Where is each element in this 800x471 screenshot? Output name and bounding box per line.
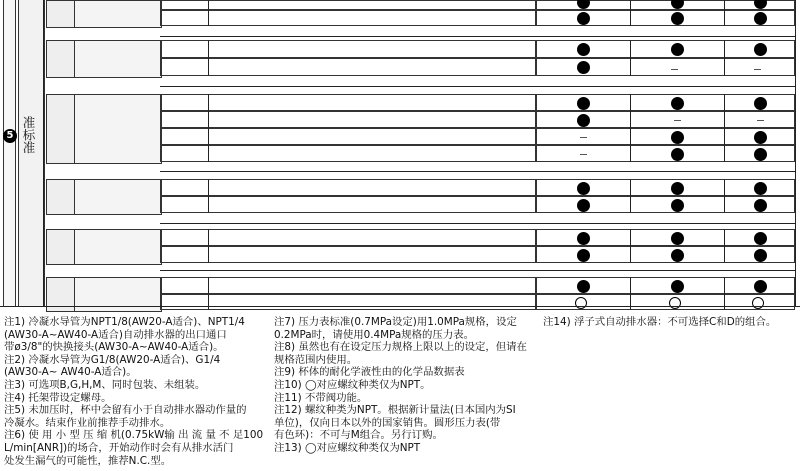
row-letter-cell (46, 179, 76, 215)
rule (630, 277, 631, 294)
rule (630, 196, 631, 213)
option-row (160, 0, 536, 10)
not-available-dash (671, 69, 678, 70)
rule (724, 40, 725, 58)
availability-dot (671, 199, 684, 212)
row-letter-cell (46, 229, 76, 265)
option-row (160, 277, 536, 294)
rule (724, 277, 725, 294)
row-name-cell (74, 179, 162, 215)
option-row (160, 58, 536, 76)
rule (630, 111, 631, 128)
availability-dot (671, 12, 684, 25)
rule (208, 179, 209, 196)
separator-rule (160, 171, 795, 172)
not-available-dash (674, 120, 681, 121)
rule (208, 58, 209, 76)
rule (208, 196, 209, 213)
availability-dot (671, 182, 684, 195)
not-available-dash (580, 154, 587, 155)
row-letter-cell (46, 40, 76, 78)
rule (724, 111, 725, 128)
note-line: 带ø3/8"的快换接头(AW30-A~AW40-A适合)。 (4, 341, 224, 354)
rule (724, 10, 725, 26)
option-row (160, 246, 536, 263)
note-line: 注5) 未加压时，杯中会留有小于自动排水器动作量的 (4, 404, 247, 417)
availability-dot (577, 199, 590, 212)
row-name-cell (74, 229, 162, 265)
rule (208, 111, 209, 128)
rule (208, 10, 209, 26)
note-line: 注4) 托架带设定螺母。 (4, 391, 112, 404)
availability-dot (577, 232, 590, 245)
note-line: 注11) 不带阀功能。 (274, 391, 368, 404)
note-line: (AW30-A~ AW40-A适合)。 (4, 366, 137, 379)
option-row (160, 128, 536, 145)
availability-dot (577, 97, 590, 110)
availability-dot (671, 249, 684, 262)
availability-dot (754, 199, 767, 212)
rule (724, 58, 725, 76)
option-row (160, 145, 536, 162)
option-row (160, 94, 536, 111)
note-line: 注7) 压力表标准(0.7MPa设定)用1.0MPa规格，设定 (274, 316, 517, 328)
availability-dot (754, 12, 767, 25)
rule (630, 94, 631, 111)
not-available-dash (757, 120, 764, 121)
note-line: 0.2MPa时，请使用0.4MPa规格的压力表。 (274, 328, 474, 341)
option-row (160, 10, 536, 26)
rule (630, 246, 631, 263)
option-row (160, 40, 536, 58)
availability-dot (671, 97, 684, 110)
note-line: 处发生漏气的可能性，推荐N.C.型。 (4, 454, 172, 467)
rule (724, 145, 725, 162)
availability-dot (754, 97, 767, 110)
availability-dot (754, 232, 767, 245)
note-line: 规格范围内使用。 (274, 353, 358, 366)
availability-dot (671, 148, 684, 161)
not-available-dash (754, 69, 761, 70)
rule (724, 94, 725, 111)
not-available-dash (580, 137, 587, 138)
rule (724, 246, 725, 263)
availability-dot (577, 43, 590, 56)
note-line: 注10) ◯对应螺纹种类仅为NPT。 (274, 379, 431, 391)
npt-only-ring (575, 297, 587, 309)
rule (724, 128, 725, 145)
rule (208, 0, 209, 10)
note-line: 注12) 螺纹种类为NPT。根据新计量法(日本国内为SI (274, 404, 516, 417)
availability-dot (671, 43, 684, 56)
note-line: 冷凝水。结束作业前推荐手动排水。 (4, 416, 171, 429)
availability-dot (577, 12, 590, 25)
rule (630, 294, 631, 310)
npt-only-ring (752, 297, 764, 309)
separator-rule (160, 36, 795, 37)
rule (208, 294, 209, 310)
section-title: 准标准 (21, 116, 36, 154)
note-line: 有色环)：不可与M组合。另行订购。 (274, 429, 443, 442)
rule (630, 10, 631, 26)
rule (724, 196, 725, 213)
note-line: (AW30-A~AW40-A适合)自动排水器的出口通口 (4, 328, 227, 341)
separator-rule (160, 223, 795, 224)
rule (630, 58, 631, 76)
availability-dot (754, 280, 767, 293)
availability-dot (754, 148, 767, 161)
row-name-cell (74, 40, 162, 78)
rule (208, 145, 209, 162)
rule (630, 128, 631, 145)
note-line: 注14) 浮子式自动排水器：不可选择C和D的组合。 (543, 316, 777, 328)
rule (208, 229, 209, 246)
availability-dot (577, 182, 590, 195)
rule (630, 145, 631, 162)
note-line: 注2) 冷凝水导管为G1/8(AW20-A适合)、G1/4 (4, 353, 221, 366)
availability-dot (754, 43, 767, 56)
option-row (160, 196, 536, 213)
note-line: 注9) 杯体的耐化学液性由的化学品数据表 (274, 366, 465, 379)
availability-dot (754, 249, 767, 262)
row-name-cell (74, 94, 162, 164)
note-line: 注8) 虽然也有在设定压力规格上限以上的设定，但请在 (274, 341, 527, 354)
rule (795, 0, 796, 307)
section-panel (3, 0, 16, 307)
row-letter-cell (46, 94, 76, 164)
rule (208, 246, 209, 263)
rule (724, 229, 725, 246)
availability-dot (577, 280, 590, 293)
availability-dot (754, 182, 767, 195)
availability-dot (577, 61, 590, 74)
note-line: L/min[ANR])的场合，开始动作时会有从排水活门 (4, 442, 234, 454)
rule (208, 128, 209, 145)
matrix-row (536, 58, 795, 76)
availability-dot (577, 249, 590, 262)
rule (630, 229, 631, 246)
note-line: 注1) 冷凝水导管为NPT1/8(AW20-A适合)、NPT1/4 (4, 316, 245, 328)
option-row (160, 179, 536, 196)
rule (43, 0, 44, 307)
rule (724, 179, 725, 196)
availability-dot (671, 280, 684, 293)
note-line: 注13) ◯对应螺纹种类仅为NPT (274, 442, 421, 454)
rule (724, 294, 725, 310)
availability-dot (671, 232, 684, 245)
availability-dot (577, 114, 590, 127)
availability-dot (754, 131, 767, 144)
rule (208, 40, 209, 58)
option-row (160, 229, 536, 246)
row-letter-cell (46, 0, 76, 28)
rule (208, 94, 209, 111)
rule (630, 40, 631, 58)
rule (630, 179, 631, 196)
row-name-cell (74, 0, 162, 28)
table-bottom-rule (0, 306, 800, 307)
separator-rule (160, 270, 795, 271)
section-number-badge: 5 (3, 129, 17, 143)
rule (724, 0, 725, 10)
note-line: 注3) 可选项B,G,H,M、同时包装、未组装。 (4, 379, 206, 391)
note-line: 单位)，仅向日本以外的国家销售。圆形压力表(带 (274, 416, 501, 429)
npt-only-ring (669, 297, 681, 309)
rule (630, 0, 631, 10)
option-row (160, 294, 536, 310)
option-row (160, 111, 536, 128)
separator-rule (160, 86, 795, 87)
rule (208, 277, 209, 294)
availability-dot (671, 131, 684, 144)
note-line: 注6) 使 用 小 型 压 缩 机(0.75kW输 出 流 量 不 足100 (4, 429, 264, 442)
